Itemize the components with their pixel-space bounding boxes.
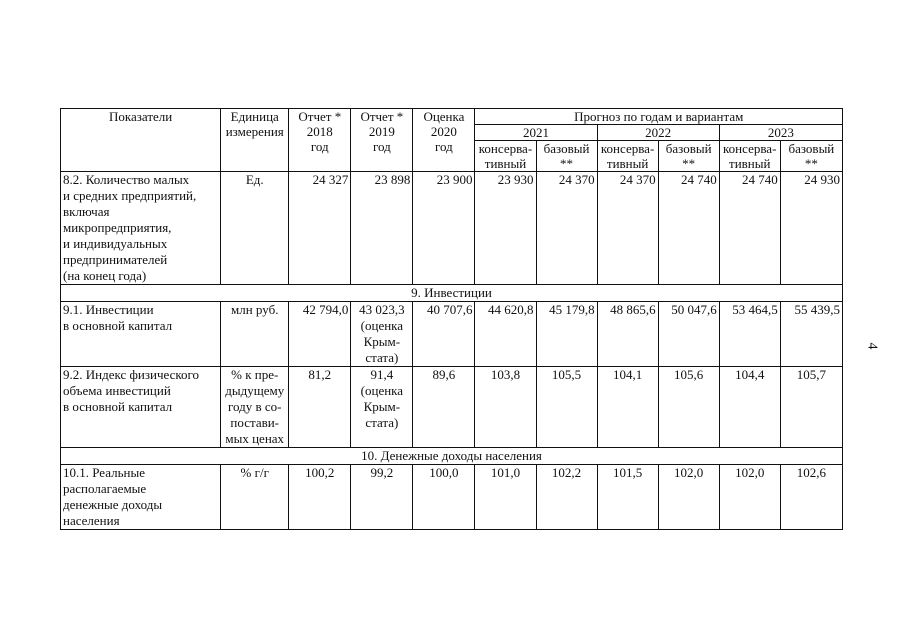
cell-2019: 91,4 (оценка Крым- стата) [351, 367, 413, 448]
header-variant-cons-2023: консерва- тивный [719, 141, 780, 172]
page-number: 4 [864, 342, 880, 350]
header-variant-base-2021: базовый ** [536, 141, 597, 172]
header-year-2021: 2021 [475, 125, 597, 141]
header-variant-cons-2021: консерва- тивный [475, 141, 536, 172]
header-2020: Оценка 2020 год [413, 109, 475, 172]
header-2019: Отчет * 2019 год [351, 109, 413, 172]
table-row [61, 367, 843, 448]
row-unit: % г/г [221, 465, 289, 530]
cell-2022-cons: 24 370 [597, 172, 658, 285]
row-unit: % к пре- дыдущему году в со- постави- мых ценах [221, 367, 289, 448]
header-2018: Отчет * 2018 год [289, 109, 351, 172]
header-variant-base-2022: базовый ** [658, 141, 719, 172]
cell-2023-base: 102,6 [780, 465, 842, 530]
header-indicator: Показатели [61, 109, 221, 172]
cell-2023-base: 105,7 [780, 367, 842, 448]
cell-2021-base: 105,5 [536, 367, 597, 448]
cell-2021-base: 45 179,8 [536, 302, 597, 367]
cell-2023-cons: 104,4 [719, 367, 780, 448]
header-year-2023: 2023 [719, 125, 842, 141]
cell-2021-base: 24 370 [536, 172, 597, 285]
section-title-investments: 9. Инвестиции [61, 285, 843, 302]
cell-2022-cons: 104,1 [597, 367, 658, 448]
cell-2021-cons: 101,0 [475, 465, 536, 530]
header-unit: Единица измерения [221, 109, 289, 172]
cell-2019: 43 023,3 (оценка Крым- стата) [351, 302, 413, 367]
table-row [61, 465, 843, 530]
cell-2021-cons: 44 620,8 [475, 302, 536, 367]
cell-2018: 100,2 [289, 465, 351, 530]
cell-2019: 99,2 [351, 465, 413, 530]
row-unit: млн руб. [221, 302, 289, 367]
cell-2021-cons: 103,8 [475, 367, 536, 448]
cell-2019: 23 898 [351, 172, 413, 285]
cell-2018: 24 327 [289, 172, 351, 285]
header-variant-base-2023: базовый ** [780, 141, 842, 172]
cell-2018: 42 794,0 [289, 302, 351, 367]
cell-2023-base: 24 930 [780, 172, 842, 285]
row-indicator: 9.2. Индекс физического объема инвестиций в основной капитал [61, 367, 221, 448]
cell-2022-base: 50 047,6 [658, 302, 719, 367]
row-indicator: 8.2. Количество малых и средних предприятий, включая микропредприятия, и индивидуальных предпринимателей (на конец года) [61, 172, 221, 285]
cell-2020: 23 900 [413, 172, 475, 285]
header-year-2022: 2022 [597, 125, 719, 141]
header-forecast: Прогноз по годам и вариантам [475, 109, 843, 125]
cell-2018: 81,2 [289, 367, 351, 448]
row-indicator: 9.1. Инвестиции в основной капитал [61, 302, 221, 367]
section-title-income: 10. Денежные доходы населения [61, 448, 843, 465]
cell-2020: 100,0 [413, 465, 475, 530]
cell-2022-base: 24 740 [658, 172, 719, 285]
cell-2023-cons: 24 740 [719, 172, 780, 285]
cell-2021-base: 102,2 [536, 465, 597, 530]
forecast-table [60, 108, 843, 530]
cell-2022-base: 102,0 [658, 465, 719, 530]
row-unit: Ед. [221, 172, 289, 285]
cell-2020: 89,6 [413, 367, 475, 448]
row-indicator: 10.1. Реальные располагаемые денежные доходы населения [61, 465, 221, 530]
cell-2021-cons: 23 930 [475, 172, 536, 285]
cell-2022-base: 105,6 [658, 367, 719, 448]
table-row [61, 302, 843, 367]
cell-2022-cons: 101,5 [597, 465, 658, 530]
cell-2023-cons: 102,0 [719, 465, 780, 530]
header-variant-cons-2022: консерва- тивный [597, 141, 658, 172]
cell-2023-base: 55 439,5 [780, 302, 842, 367]
cell-2023-cons: 53 464,5 [719, 302, 780, 367]
cell-2020: 40 707,6 [413, 302, 475, 367]
cell-2022-cons: 48 865,6 [597, 302, 658, 367]
table-row [61, 172, 843, 285]
